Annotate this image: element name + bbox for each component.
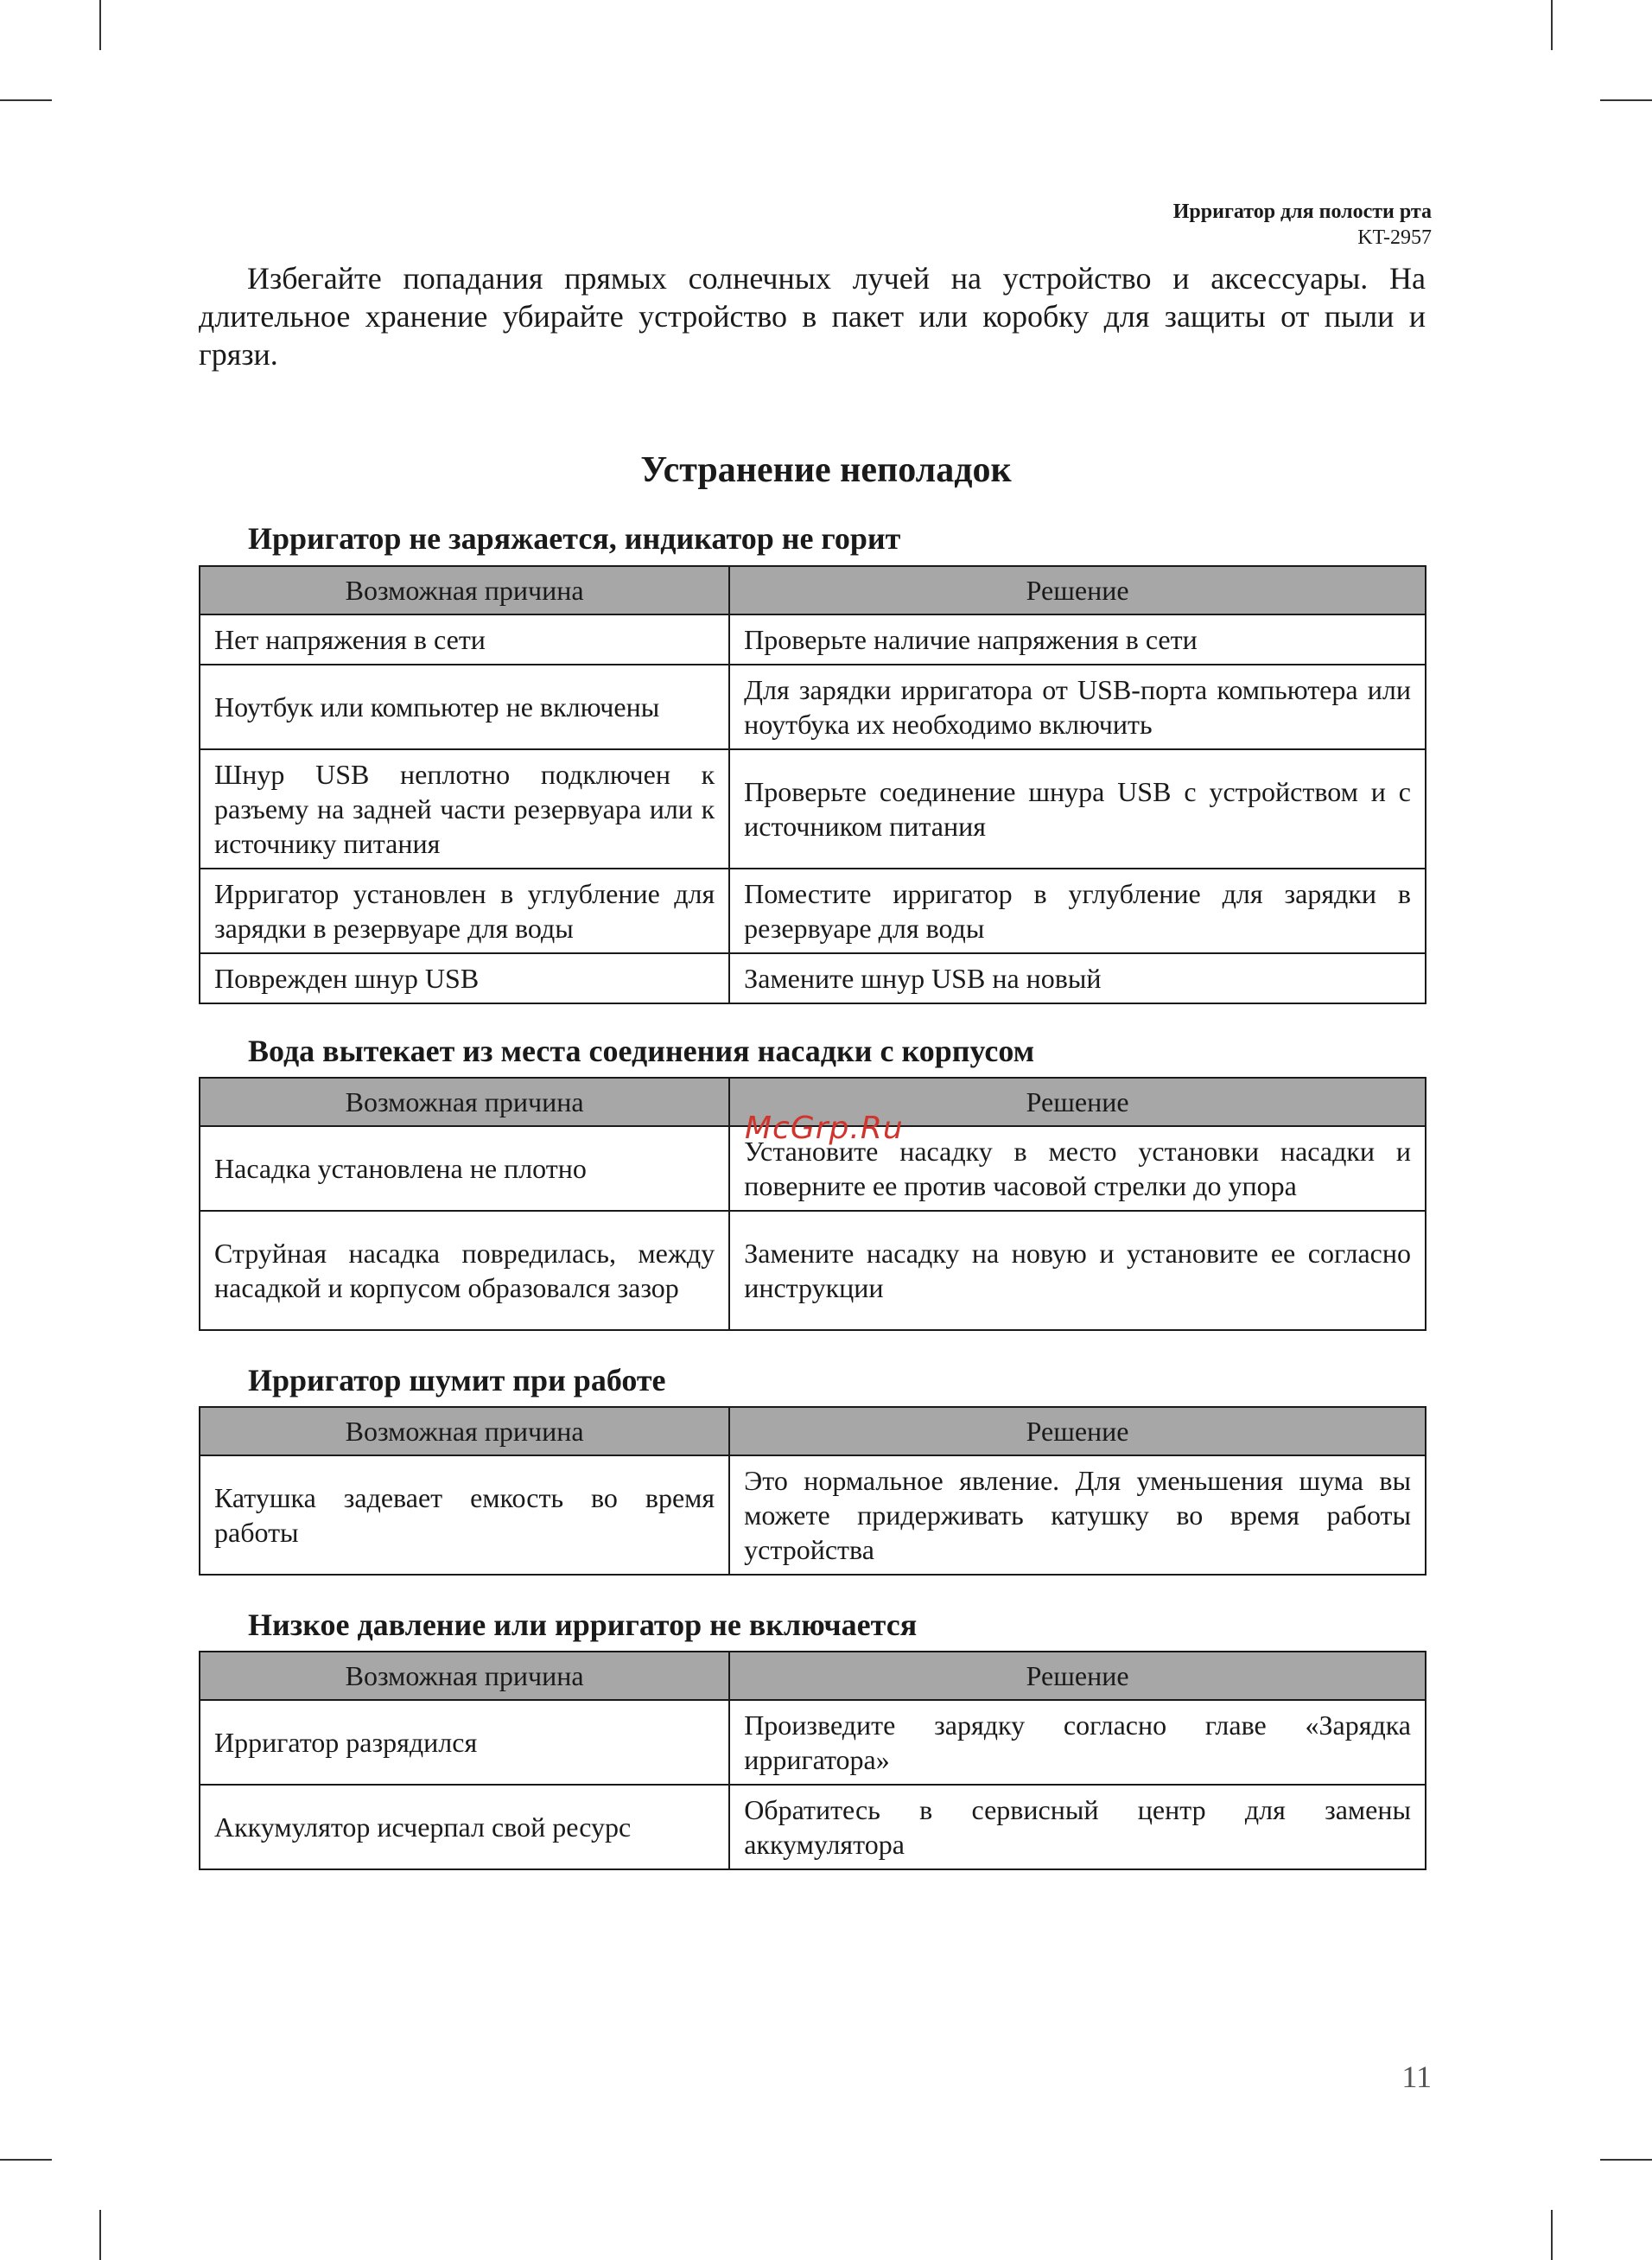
troubleshooting-table [199,1651,1426,1870]
running-header [1173,199,1432,251]
watermark: McGrp.Ru [745,1111,904,1146]
cause-cell: Ирригатор установлен в углубление для зарядки в резервуаре для воды [200,869,729,953]
cause-cell: Аккумулятор исчерпал свой ресурс [200,1785,729,1869]
cause-cell: Ноутбук или компьютер не включены [200,665,729,749]
cause-cell: Шнур USB неплотно подключен к разъему на задней части резервуара или к источнику питания [200,749,729,869]
cause-cell: Насадка установлена не плотно [200,1126,729,1211]
section-title: Вода вытекает из места соединения насадки с корпусом [248,1034,1035,1068]
column-header-cause: Возможная причина [200,1078,729,1126]
solution-cell: Установите насадку в место установки насадки и поверните ее против часовой стрелки до упора [729,1126,1426,1211]
solution-cell: Поместите ирригатор в углубление для зарядки в резервуаре для воды [729,869,1426,953]
section-title: Ирригатор шумит при работе [248,1363,666,1397]
table-row [200,614,1426,665]
cause-cell: Поврежден шнур USB [200,953,729,1003]
solution-cell: Замените насадку на новую и установите ее согласно инструкции [729,1211,1426,1330]
table-row [200,1700,1426,1785]
crop-mark [99,0,101,50]
troubleshooting-table [199,565,1426,1004]
cause-cell: Ирригатор разрядился [200,1700,729,1785]
column-header-solution: Решение [729,566,1426,614]
crop-mark [99,2210,101,2260]
column-header-solution: Решение [729,1652,1426,1700]
table-header-row [200,1407,1426,1455]
table-row [200,1785,1426,1869]
page-number: 11 [1401,2059,1432,2094]
header-model: KT-2957 [1357,226,1432,249]
header-title: Ирригатор для полости рта [1172,201,1432,223]
column-header-cause: Возможная причина [200,1652,729,1700]
section-title: Низкое давление или ирригатор не включается [248,1607,918,1642]
table-row [200,665,1426,749]
solution-cell: Проверьте соединение шнура USB с устройством и с источником питания [729,749,1426,869]
solution-cell: Замените шнур USB на новый [729,953,1426,1003]
crop-mark [1551,2210,1553,2260]
cause-cell: Струйная насадка повредилась, между насадкой и корпусом образовался зазор [200,1211,729,1330]
table-row [200,749,1426,869]
crop-mark [0,99,52,101]
column-header-solution: Решение [729,1078,1426,1126]
column-header-cause: Возможная причина [200,566,729,614]
solution-cell: Для зарядки ирригатора от USB-порта компьютера или ноутбука их необходимо включить [729,665,1426,749]
page-title: Устранение неполадок [640,450,1012,490]
solution-cell: Произведите зарядку согласно главе «Зарядка ирригатора» [729,1700,1426,1785]
table-row [200,953,1426,1003]
section-title: Ирригатор не заряжается, индикатор не горит [248,521,901,556]
cause-cell: Катушка задевает емкость во время работы [200,1455,729,1575]
table-header-row [200,1652,1426,1700]
column-header-cause: Возможная причина [200,1407,729,1455]
solution-cell: Проверьте наличие напряжения в сети [729,614,1426,665]
table-row [200,1211,1426,1330]
cause-cell: Нет напряжения в сети [200,614,729,665]
solution-cell: Обратитесь в сервисный центр для замены аккумулятора [729,1785,1426,1869]
crop-mark [0,2159,52,2161]
troubleshooting-table [199,1406,1426,1576]
crop-mark [1551,0,1553,50]
solution-cell: Это нормальное явление. Для уменьшения шума вы можете придерживать катушку во время работы устройства [729,1455,1426,1575]
crop-mark [1600,99,1652,101]
table-row [200,869,1426,953]
table-header-row [200,566,1426,614]
table-row [200,1455,1426,1575]
crop-mark [1600,2159,1652,2161]
intro-paragraph: Избегайте попадания прямых солнечных лучей на устройство и аксессуары. На длительное хранение убирайте устройство в пакет или коробку для защиты от пыли и грязи. [199,261,1426,372]
column-header-solution: Решение [729,1407,1426,1455]
